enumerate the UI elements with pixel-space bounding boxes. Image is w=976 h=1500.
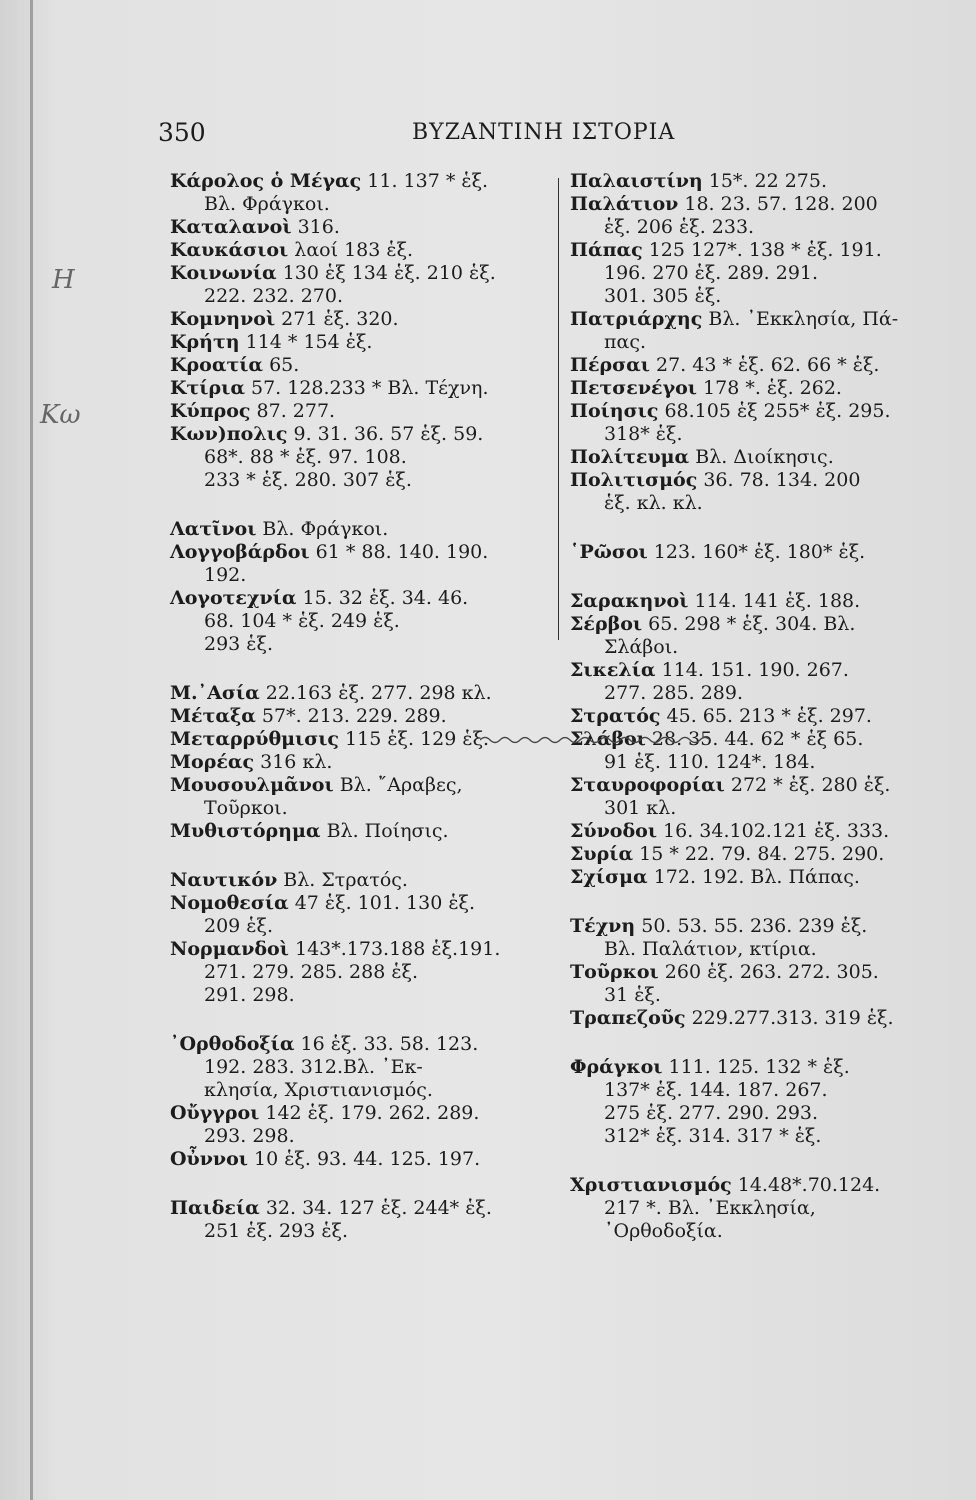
index-term: Μυθιστόρημα (170, 820, 321, 842)
index-entry (170, 541, 550, 587)
index-references: 233 * ἑξ. 280. 307 ἑξ. (204, 469, 412, 491)
index-entry-continuation (170, 961, 550, 984)
index-entry (570, 446, 955, 469)
index-references: 15*. 22 275. (702, 170, 828, 192)
index-term: Μεταρρύθμισις (170, 728, 339, 750)
index-entry (570, 1174, 955, 1243)
index-term: Παλαιστίνη (570, 170, 703, 192)
index-term: Οὖννοι (170, 1148, 248, 1170)
index-entry (170, 587, 550, 656)
index-references: 10 ἑξ. 93. 44. 125. 197. (247, 1148, 481, 1170)
index-term: Ποίησις (570, 400, 659, 422)
index-term: Μ.᾿Ασία (170, 682, 260, 704)
index-entry (170, 354, 550, 377)
index-term: Λογγοβάρδοι (170, 541, 310, 563)
index-references: 277. 285. 289. (604, 682, 743, 704)
index-references: Βλ. ῎Αραβες, (333, 774, 463, 796)
index-references: 18. 23. 57. 128. 200 (678, 193, 878, 215)
index-entry (570, 915, 955, 961)
index-term: Καταλανοὶ (170, 216, 292, 238)
index-references: 192. 283. 312.Βλ. ᾿Εκ- (204, 1056, 423, 1078)
index-entry (570, 469, 955, 515)
column-divider (558, 178, 559, 640)
index-references: 15. 32 ἑξ. 34. 46. (296, 587, 469, 609)
index-entry-continuation (570, 1220, 955, 1243)
index-term: Σλάβοι (570, 728, 646, 750)
index-term: Μορέας (170, 751, 255, 773)
index-entry (570, 866, 955, 889)
index-references: 312* ἑξ. 314. 317 * ἑξ. (604, 1125, 822, 1147)
index-references: 143*.173.188 ἑξ.191. (288, 938, 501, 960)
index-entry-line (170, 1102, 550, 1125)
index-entry-line (570, 774, 955, 797)
index-entry-line (570, 541, 955, 564)
index-entry-line (170, 400, 550, 423)
index-entry-line (570, 400, 955, 423)
index-entry-line (570, 1056, 955, 1079)
index-entry-line (570, 354, 955, 377)
index-entry-line (570, 469, 955, 492)
index-references: Βλ. Στρατός. (277, 869, 408, 891)
page-number: 350 (158, 118, 206, 147)
index-entry-line (170, 216, 550, 239)
index-references: 14.48*.70.124. (731, 1174, 881, 1196)
index-references: 142 ἑξ. 179. 262. 289. (259, 1102, 480, 1124)
index-references: 137* ἑξ. 144. 187. 267. (604, 1079, 828, 1101)
index-entry-continuation (170, 984, 550, 1007)
index-entry-continuation (570, 492, 955, 515)
index-references: 275 ἑξ. 277. 290. 293. (604, 1102, 819, 1124)
index-references: 91 ἑξ. 110. 124*. 184. (604, 751, 816, 773)
index-term: Κροατία (170, 354, 264, 376)
index-column-right (570, 170, 955, 1243)
index-term: Κτίρια (170, 377, 245, 399)
index-term: Τέχνη (570, 915, 636, 937)
index-term: Λογοτεχνία (170, 587, 297, 609)
index-entry-line (170, 518, 550, 541)
page-binding-edge (30, 0, 33, 1500)
index-entry-line (570, 170, 955, 193)
index-entry (170, 938, 550, 1007)
index-term: Σύνοδοι (570, 820, 658, 842)
index-references: 114. 141 ἑξ. 188. (688, 590, 861, 612)
index-entry (170, 751, 550, 774)
index-references: 68.105 ἑξ 255* ἑξ. 295. (658, 400, 891, 422)
index-entry (570, 400, 955, 446)
index-entry-line (170, 820, 550, 843)
index-entry-line (570, 193, 955, 216)
index-entry (570, 659, 955, 705)
index-term: Πολίτευμα (570, 446, 690, 468)
index-term: Κομνηνοὶ (170, 308, 276, 330)
index-references: 115 ἑξ. 129 ἑξ. (339, 728, 490, 750)
index-entry-line (570, 705, 955, 728)
index-references: 316 κλ. (254, 751, 333, 773)
index-entry (170, 216, 550, 239)
index-entry-continuation (170, 469, 550, 492)
index-entry-line (170, 938, 550, 961)
index-term: Σέρβοι (570, 613, 643, 635)
index-term: Πατριάρχης (570, 308, 703, 330)
index-references: 251 ἑξ. 293 ἑξ. (204, 1220, 349, 1242)
index-entry-continuation (170, 797, 550, 820)
index-term: Τραπεζοῦς (570, 1007, 686, 1029)
index-entry-line (570, 446, 955, 469)
index-entry-continuation (170, 564, 550, 587)
index-references: 271 ἑξ. 320. (275, 308, 399, 330)
index-term: Παλάτιον (570, 193, 679, 215)
index-entry-continuation (570, 423, 955, 446)
index-references: Βλ. Φράγκοι. (256, 518, 389, 540)
index-term: Σταυροφορίαι (570, 774, 725, 796)
index-term: Χριστιανισμός (570, 1174, 732, 1196)
index-references: Βλ. ᾿Εκκλησία, Πά- (702, 308, 899, 330)
index-references: 222. 232. 270. (204, 285, 343, 307)
index-term: Πετσενέγοι (570, 377, 697, 399)
index-references: 209 ἑξ. (204, 915, 274, 937)
index-references: 9. 31. 36. 57 ἑξ. 59. (287, 423, 484, 445)
index-entry-line (170, 682, 550, 705)
ornamental-rule (480, 733, 710, 747)
index-entry-line (170, 774, 550, 797)
index-references: 65. (263, 354, 300, 376)
index-entry (170, 1148, 550, 1171)
index-entry-line (570, 613, 955, 636)
index-references: 68*. 88 * ἑξ. 97. 108. (204, 446, 407, 468)
index-entry (170, 1197, 550, 1243)
index-entry-continuation (170, 193, 550, 216)
index-references: 32. 34. 127 ἑξ. 244* ἑξ. (259, 1197, 492, 1219)
index-references: 114 * 154 ἑξ. (239, 331, 373, 353)
index-references: ἑξ. 206 ἑξ. 233. (604, 216, 755, 238)
index-references: 57*. 213. 229. 289. (255, 705, 447, 727)
index-references: 301 κλ. (604, 797, 677, 819)
index-entry-continuation (170, 285, 550, 308)
index-entry (570, 377, 955, 400)
index-references: 260 ἑξ. 263. 272. 305. (658, 961, 879, 983)
index-references: 217 *. Βλ. ᾿Εκκλησία, (604, 1197, 816, 1219)
index-references: 291. 298. (204, 984, 295, 1006)
index-term: Κάρολος ὁ Μέγας (170, 170, 362, 192)
index-entry-line (170, 1148, 550, 1171)
index-entry-continuation (570, 262, 955, 285)
index-term: Σικελία (570, 659, 656, 681)
index-references: 178 *. ἑξ. 262. (696, 377, 842, 399)
index-term: Πέρσαι (570, 354, 650, 376)
index-entry (170, 820, 550, 843)
index-entry (570, 843, 955, 866)
index-entry-continuation (170, 1125, 550, 1148)
index-entry-continuation (170, 1079, 550, 1102)
index-entry-line (170, 423, 550, 446)
index-entry (170, 705, 550, 728)
index-entry (570, 239, 955, 308)
index-entry-line (570, 1174, 955, 1197)
index-entry-line (170, 705, 550, 728)
index-term: Συρία (570, 843, 634, 865)
index-references: 111. 125. 132 * ἑξ. (662, 1056, 850, 1078)
index-entry-continuation (570, 797, 955, 820)
index-references: Βλ. Ποίησις. (320, 820, 449, 842)
index-entry (570, 354, 955, 377)
index-references: 16 ἑξ. 33. 58. 123. (294, 1033, 479, 1055)
index-entry (170, 682, 550, 705)
index-references: 47 ἑξ. 101. 130 ἑξ. (288, 892, 476, 914)
index-entry (170, 892, 550, 938)
index-entry-line (170, 377, 550, 400)
index-term: Καυκάσιοι (170, 239, 289, 261)
index-references: Τοῦρκοι. (204, 797, 288, 819)
index-entry (170, 518, 550, 541)
index-entry-line (570, 961, 955, 984)
index-term: Κοινωνία (170, 262, 277, 284)
index-entry (570, 308, 955, 354)
index-term: Σχίσμα (570, 866, 648, 888)
index-references: 31 ἑξ. (604, 984, 661, 1006)
margin-pencil-note: Κω (40, 400, 81, 430)
index-term: Πάπας (570, 239, 643, 261)
index-references: 229.277.313. 319 ἑξ. (685, 1007, 894, 1029)
index-entry (170, 239, 550, 262)
index-references: 15 * 22. 79. 84. 275. 290. (633, 843, 885, 865)
index-references: Σλάβοι. (604, 636, 679, 658)
index-term: Ναυτικόν (170, 869, 278, 891)
index-references: Βλ. Φράγκοι. (204, 193, 330, 215)
index-entry (170, 308, 550, 331)
index-entry-line (570, 915, 955, 938)
index-entry (570, 820, 955, 843)
index-term: Κρήτη (170, 331, 240, 353)
index-entry-line (570, 308, 955, 331)
index-entry-continuation (570, 751, 955, 774)
index-references: 28. 35. 44. 62 * ἑξ 65. (645, 728, 864, 750)
index-entry (170, 400, 550, 423)
index-term: Σαρακηνοὶ (570, 590, 689, 612)
index-entry (570, 170, 955, 193)
index-term: Παιδεία (170, 1197, 260, 1219)
index-references: 293 ἑξ. (204, 633, 274, 655)
index-term: Μουσουλμᾶνοι (170, 774, 334, 796)
index-references: 11. 137 * ἑξ. (361, 170, 489, 192)
running-title: ΒΥΖΑΝΤΙΝΗ ΙΣΤΟΡΙΑ (412, 120, 676, 145)
index-entry-continuation (170, 1056, 550, 1079)
index-entry-line (570, 820, 955, 843)
index-entry-line (570, 866, 955, 889)
index-term: Στρατός (570, 705, 661, 727)
index-term: Κων)πολις (170, 423, 288, 445)
index-entry-line (570, 239, 955, 262)
index-entry-line (170, 239, 550, 262)
index-entry-continuation (570, 1197, 955, 1220)
index-references: Βλ. Διοίκησις. (689, 446, 834, 468)
index-references: 68. 104 * ἑξ. 249 ἑξ. (204, 610, 400, 632)
index-term: Νομοθεσία (170, 892, 289, 914)
index-entry-continuation (570, 1102, 955, 1125)
index-entry-continuation (570, 938, 955, 961)
index-term: Λατῖνοι (170, 518, 257, 540)
index-entry-line (170, 308, 550, 331)
index-entry (170, 1033, 550, 1102)
index-references: 57. 128.233 * Βλ. Τέχνη. (244, 377, 489, 399)
index-references: 16. 34.102.121 ἑξ. 333. (657, 820, 890, 842)
index-entry-continuation (170, 446, 550, 469)
index-entry (570, 1056, 955, 1148)
index-references: 192. (204, 564, 247, 586)
index-term: Νορμανδοὶ (170, 938, 289, 960)
index-references: 123. 160* ἑξ. 180* ἑξ. (647, 541, 866, 563)
index-references: 318* ἑξ. (604, 423, 683, 445)
index-entry-continuation (170, 610, 550, 633)
index-term: Φράγκοι (570, 1056, 663, 1078)
index-entry-line (170, 587, 550, 610)
index-entry-continuation (170, 1220, 550, 1243)
index-entry (570, 613, 955, 659)
index-entry (170, 331, 550, 354)
index-entry-continuation (570, 636, 955, 659)
index-references: πας. (604, 331, 646, 353)
index-entry (170, 377, 550, 400)
index-references: 271. 279. 285. 288 ἑξ. (204, 961, 419, 983)
index-entry-line (170, 892, 550, 915)
index-entry-line (170, 869, 550, 892)
index-term: Τοῦρκοι (570, 961, 659, 983)
index-entry-line (170, 170, 550, 193)
index-entry (170, 774, 550, 820)
page-header (150, 118, 950, 158)
index-entry-continuation (570, 331, 955, 354)
index-references: 36. 78. 134. 200 (697, 469, 861, 491)
index-references: ἑξ. κλ. κλ. (604, 492, 703, 514)
index-entry-line (570, 1007, 955, 1030)
index-references: 301. 305 ἑξ. (604, 285, 722, 307)
index-entry-line (170, 1197, 550, 1220)
index-entry-line (570, 377, 955, 400)
index-references: 272 * ἑξ. 280 ἑξ. (724, 774, 891, 796)
index-entry (170, 869, 550, 892)
index-term: Οὔγγροι (170, 1102, 260, 1124)
index-term: Πολιτισμός (570, 469, 698, 491)
index-column-left (170, 170, 550, 1243)
index-references: 65. 298 * ἑξ. 304. Βλ. (642, 613, 856, 635)
index-references: 87. 277. (250, 400, 336, 422)
index-references: 293. 298. (204, 1125, 295, 1147)
index-entry (170, 1102, 550, 1148)
index-entry (170, 423, 550, 492)
margin-pencil-note: H (52, 265, 75, 295)
index-entry (570, 961, 955, 1007)
index-term: ᾿Ορθοδοξία (170, 1033, 295, 1055)
index-entry-continuation (170, 915, 550, 938)
index-entry-continuation (570, 984, 955, 1007)
index-entry (570, 541, 955, 564)
index-term: Μέταξα (170, 705, 256, 727)
index-entry-line (170, 262, 550, 285)
index-term: Κύπρος (170, 400, 251, 422)
index-entry (570, 193, 955, 239)
index-term: ῾Ρῶσοι (570, 541, 648, 563)
index-entry-line (170, 331, 550, 354)
index-entry (570, 705, 955, 728)
index-references: 316. (291, 216, 340, 238)
index-entry-line (170, 751, 550, 774)
index-references: κλησία, Χριστιανισμός. (204, 1079, 433, 1101)
index-entry-line (170, 1033, 550, 1056)
index-references: 45. 65. 213 * ἑξ. 297. (660, 705, 872, 727)
index-references: 50. 53. 55. 236. 239 ἑξ. (635, 915, 868, 937)
index-entry-continuation (570, 285, 955, 308)
index-entry-line (170, 541, 550, 564)
index-references: 172. 192. Βλ. Πάπας. (647, 866, 860, 888)
index-entry-line (170, 354, 550, 377)
index-entry-continuation (570, 216, 955, 239)
index-references: 114. 151. 190. 267. (655, 659, 849, 681)
index-entry (170, 170, 550, 216)
index-references: 125 127*. 138 * ἑξ. 191. (642, 239, 882, 261)
index-entry (570, 774, 955, 820)
index-entry-continuation (570, 1079, 955, 1102)
index-references: λαοί 183 ἑξ. (288, 239, 414, 261)
index-entry (170, 262, 550, 308)
index-references: 196. 270 ἑξ. 289. 291. (604, 262, 819, 284)
index-entry-line (570, 590, 955, 613)
index-entry-continuation (570, 1125, 955, 1148)
index-entry-line (570, 659, 955, 682)
index-references: ᾿Ορθοδοξία. (604, 1220, 723, 1242)
index-references: 22.163 ἑξ. 277. 298 κλ. (259, 682, 492, 704)
index-references: Βλ. Παλάτιον, κτίρια. (604, 938, 817, 960)
index-entry-continuation (570, 682, 955, 705)
index-references: 27. 43 * ἑξ. 62. 66 * ἑξ. (649, 354, 880, 376)
index-entry-continuation (170, 633, 550, 656)
index-entry (570, 1007, 955, 1030)
index-references: 61 * 88. 140. 190. (309, 541, 489, 563)
index-entry (570, 590, 955, 613)
index-references: 130 ἑξ 134 ἑξ. 210 ἑξ. (276, 262, 496, 284)
index-entry-line (570, 843, 955, 866)
